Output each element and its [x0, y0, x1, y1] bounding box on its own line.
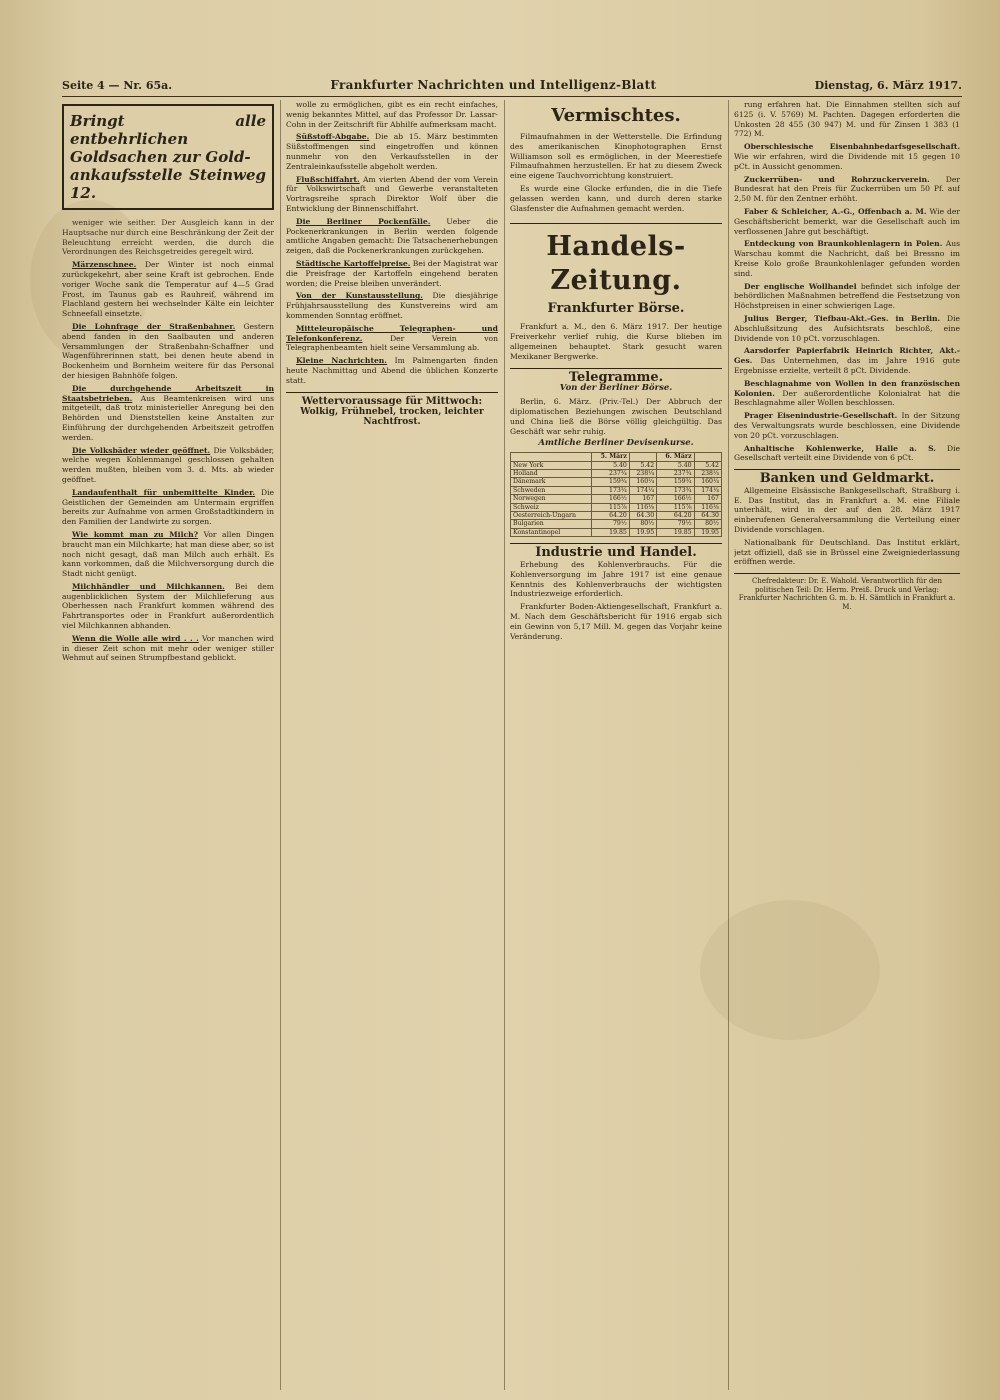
article-text: Der Bundesrat hat den Preis für Zuckerrüben um 50 Pf. auf 2,50 M. für den Zentner erhöht. — [734, 174, 960, 204]
table-cell: 174¼ — [629, 486, 656, 494]
table-cell: 173¾ — [592, 486, 629, 494]
table-cell: 166½ — [657, 495, 694, 503]
table-cell: 238¼ — [694, 469, 721, 477]
table-cell: Norwegen — [511, 495, 592, 503]
table-cell: Konstantinopel — [511, 528, 592, 536]
table-header-cell: 6. März — [657, 453, 694, 461]
article-heading: Mitteleuropäische Telegraphen- und Telefonkonferenz. — [286, 323, 498, 343]
article-heading: Städtische Kartoffelpreise. — [296, 258, 411, 268]
table-cell: 19.95 — [694, 528, 721, 536]
table-cell: 237¾ — [657, 469, 694, 477]
table-cell: 238¼ — [629, 469, 656, 477]
telegramme-heading: Telegramme. — [510, 368, 722, 383]
issue-date: Dienstag, 6. März 1917. — [814, 79, 962, 92]
article-text: Die ab 15. März bestimmten Süßstoffmengen sind eingetroffen und können nunmehr von den Verkaufsstellen in der Zentraleinkaufsstelle abgeholt werden. — [286, 132, 498, 171]
table-row — [511, 495, 722, 503]
article-text: Die diesjährige Frühjahrsausstellung des Kunstvereins wird am kommenden Sonntag eröffnet. — [286, 291, 498, 320]
handels-zeitung-heading: Handels-Zeitung. — [510, 223, 722, 298]
table-cell: 64.20 — [592, 511, 629, 519]
table-header-cell — [694, 453, 721, 461]
newspaper-title: Frankfurter Nachrichten und Intelligenz-Blatt — [330, 78, 657, 92]
devisen-table — [510, 452, 722, 537]
article-text: befindet sich infolge der behördlichen Maßnahmen betreffend die Festsetzung von Höchstpreisen in einer schwierigen Lage. — [734, 281, 960, 311]
table-cell: 64.20 — [657, 511, 694, 519]
article-heading: Wie kommt man zu Milch? — [72, 529, 199, 539]
table-row — [511, 461, 722, 469]
table-cell: 5.40 — [592, 461, 629, 469]
table-cell: 79½ — [657, 520, 694, 528]
article-text: Frankfurt a. M., den 6. März 1917. Der heutige Freiverkehr verlief ruhig, die Kurse blieben im allgemeinen behauptet. Stark gesucht waren Mexikaner Bergwerke. — [510, 322, 722, 361]
table-cell: 5.42 — [694, 461, 721, 469]
article-heading: Landaufenthalt für unbemittelte Kinder. — [72, 487, 256, 497]
section-heading-vermischtes: Vermischtes. — [551, 105, 681, 126]
article-heading: Zuckerrüben- und Rohrzuckerverein. — [744, 174, 930, 184]
berliner-boerse-heading: Von der Berliner Börse. — [559, 383, 673, 394]
table-cell: Bulgarien — [511, 520, 592, 528]
article-heading: Die durchgehende Arbeitszeit in Staatsbetrieben. — [62, 383, 274, 403]
table-header-row — [511, 453, 722, 461]
article-heading: Die Volksbäder wieder geöffnet. — [72, 445, 211, 455]
article-heading: Die Lohnfrage der Straßenbahner. — [72, 321, 236, 331]
table-cell: 19.85 — [657, 528, 694, 536]
article-text: Bei der Magistrat war die Preisfrage der Kartoffeln eingehend beraten worden; die Preise bleiben unverändert. — [286, 258, 498, 288]
table-cell: New York — [511, 461, 592, 469]
table-cell: 167 — [629, 495, 656, 503]
article-text: Erhebung des Kohlenverbrauchs. Für die Kohlenversorgung im Jahre 1917 ist eine genaue Kenntnis des Kohlenverbrauchs der wichtigsten Industriezweige erforderlich. — [510, 560, 722, 599]
article-text: Die Volksbäder, welche wegen Kohlenmangel geschlossen gehalten werden mußten, bleiben vom 3. d. Mts. ab wieder geöffnet. — [62, 445, 274, 484]
table-cell: 116⅛ — [694, 503, 721, 511]
weather-heading: Wettervoraussage für Mittwoch: — [286, 392, 498, 407]
table-cell: 159¾ — [592, 478, 629, 486]
ad-line: Bringt alle entbehrlichen — [70, 112, 266, 148]
devisen-table-title: Amtliche Berliner Devisenkurse. — [538, 438, 694, 449]
table-cell: 116⅛ — [629, 503, 656, 511]
article-text: Berlin, 6. März. (Priv.-Tel.) Der Abbruch der diplomatischen Beziehungen zwischen Deutschland und China ließ die Börse völlig gleichgültig. Das Geschäft war sehr ruhig. — [510, 397, 722, 436]
article-text: Allgemeine Elsässische Bankgesellschaft, Straßburg i. E. Das Institut, das in Frankfurt a. M. eine Filiale unterhält, wird in der auf den 28. März 1917 einberufenen Generalversammlung die Verteilung einer Dividende vorschlagen. — [734, 485, 960, 535]
article-heading: Prager Eisenindustrie-Gesellschaft. — [744, 411, 898, 421]
column-3 — [510, 100, 722, 1390]
article-text: Der außerordentliche Kolonialrat hat die Beschlagnahme aller Wollen beschlossen. — [734, 388, 960, 408]
ad-line: ankaufsstelle Steinweg 12. — [70, 166, 266, 202]
table-cell: 174¼ — [694, 486, 721, 494]
article-text: Nationalbank für Deutschland. Das Institut erklärt, jetzt offiziell, daß sie in Brüssel eine Zweigniederlassung eröffnen werde. — [734, 537, 960, 567]
article-text: Gestern abend fanden in den Saalbauten und anderen Versammlungen der Straßenbahn-Schaffner und Wagenführerinnen statt, bei denen heute abend in Bockenheim und Bornheim weitere für das Personal der hiesigen Bahnhöfe folgen. — [62, 321, 274, 380]
table-cell: 159¾ — [657, 478, 694, 486]
article-text: wolle zu ermöglichen, gibt es ein recht einfaches, wenig bekanntes Mittel, auf das Professor Dr. Lassar-Cohn in der Zeitschrift für Abhilfe aufmerksam macht. — [286, 100, 498, 129]
article-text: Aus Warschau kommt die Nachricht, daß bei Bressno im Kreise Kolo große Braunkohlenlager gefunden worden sind. — [734, 239, 960, 278]
table-cell: 115⅞ — [657, 503, 694, 511]
article-text: Die Abschlußsitzung des Aufsichtsrats beschloß, eine Dividende von 10 pCt. vorzuschlagen. — [734, 313, 960, 343]
article-text: Der Verein von Telegraphenbeamten hielt seine Versammlung ab. — [286, 333, 498, 353]
article-text: rung erfahren hat. Die Einnahmen stellten sich auf 6125 (i. V. 5769) M. Pachten. Dagegen erforderten die Unkosten 28 455 (30 947) M. und für Zinsen 1 383 (1 772) M. — [734, 100, 960, 139]
table-cell: 167 — [694, 495, 721, 503]
article-text: weniger wie seither. Der Ausgleich kann in der Hauptsache nur durch eine Beschränkung der Zeit der Beleuchtung erreicht werden, die durch die Verordnungen des Reichsgetreides geregelt wird. — [62, 218, 274, 257]
table-cell: 173¾ — [657, 486, 694, 494]
banken-heading: Banken und Geldmarkt. — [734, 469, 960, 484]
table-cell: 237¾ — [592, 469, 629, 477]
table-cell: 80½ — [629, 520, 656, 528]
article-text: Der Winter ist noch einmal zurückgekehrt, aber seine Kraft ist gebrochen. Ende voriger Woche sank die Temperatur auf 4—5 Grad Frost, im Taunus gab es Rauhreif, während im Flachland gestern bei wechselnder Kälte ein leichter Schneefall einsetzte. — [62, 260, 274, 319]
table-row — [511, 528, 722, 536]
table-row — [511, 486, 722, 494]
article-text: Filmaufnahmen in der Wetterstelle. Die Erfindung des amerikanischen Kinophotographen Ernst Williamson soll es ermöglichen, in der Meerestiefe Filmaufnahmen herzustellen. Er hat zu diesem Zweck eine eigene Tauchvorrichtung konstruiert. — [510, 132, 722, 181]
article-heading: Von der Kunstausstellung. — [296, 291, 423, 301]
table-cell: 115⅞ — [592, 503, 629, 511]
table-cell: 5.42 — [629, 461, 656, 469]
article-text: Im Palmengarten finden heute Nachmittag und Abend die üblichen Konzerte statt. — [286, 356, 498, 385]
article-text: Das Unternehmen, das im Jahre 1916 gute Ergebnisse erzielte, verteilt 8 pCt. Dividende. — [734, 356, 960, 375]
article-text: Bei dem augenblicklichen System der Milchlieferung aus Oberhessen nach Frankfurt kommen während des Fahrtransportes oder in Frankfurt außerordentlich viel Milchkannen abhanden. — [62, 581, 274, 631]
table-row — [511, 520, 722, 528]
table-header-cell: 5. März — [592, 453, 629, 461]
table-cell: 64.30 — [694, 511, 721, 519]
column-rule — [728, 100, 729, 1390]
article-heading: Kleine Nachrichten. — [296, 356, 387, 366]
article-heading: Wenn die Wolle alle wird . . . — [72, 633, 199, 643]
table-cell: Dänemark — [511, 478, 592, 486]
article-heading: Der englische Wollhandel — [744, 281, 857, 291]
article-heading: Die Berliner Pockenfälle. — [296, 216, 431, 226]
table-cell: 19.85 — [592, 528, 629, 536]
table-header-cell — [511, 453, 592, 461]
ad-line: Goldsachen zur Gold- — [70, 148, 251, 166]
article-text: Die Geistlichen der Gemeinden am Untermain ergriffen bereits zur Aufnahme von armen Großstadtkindern in den Familien der Landwirte zu sorgen. — [62, 487, 274, 527]
article-text: Ueber die Pockenerkrankungen in Berlin werden folgende amtliche Angaben gemacht: Die Tatsachenerhebungen zeigen, daß die Pockenerkrankungen zurückgehen. — [286, 216, 498, 256]
article-heading: Märzenschnee. — [72, 260, 137, 270]
table-row — [511, 469, 722, 477]
article-heading: Flußschiffahrt. — [296, 174, 360, 184]
article-text: Am vierten Abend der vom Verein für Volkswirtschaft und Gewerbe veranstalteten Vortragsreihe sprach Direktor Wolf über die Entwicklung der Binnenschiffahrt. — [286, 174, 498, 213]
table-cell: 80½ — [694, 520, 721, 528]
column-2 — [286, 100, 498, 1390]
article-heading: Oberschlesische Eisenbahnbedarfsgesellschaft. — [744, 142, 960, 152]
table-row — [511, 478, 722, 486]
page-header — [62, 78, 962, 97]
table-cell: Holland — [511, 469, 592, 477]
article-text: Aus Beamtenkreisen wird uns mitgeteilt, daß trotz ministerieller Anregung bei den Behörden und Dienststellen keine Anstalten zur Einführung der durchgehenden Arbeitszeit getroffen werden. — [62, 393, 274, 442]
boerse-heading: Frankfurter Börse. — [547, 301, 685, 317]
table-cell: 64.30 — [629, 511, 656, 519]
imprint: Chefredakteur: Dr. E. Wahold. Verantwortlich für den politischen Teil: Dr. Herm. Preiß. Druck und Verlag: Frankfurter Nachrichten G. m. b. H. Sämtlich in Frankfurt a. M. — [734, 573, 960, 611]
article-text: In der Sitzung des Verwaltungsrats wurde beschlossen, eine Dividende von 20 pCt. vorzuschlagen. — [734, 411, 960, 440]
article-text: Vor allen Dingen braucht man ein Milchkarte; hat man diese aber, so ist noch nicht gesagt, daß man Milch auch erhält. Es kann vorkommen, daß die Milchversorgung durch die Stadt nicht genügt. — [62, 529, 274, 579]
column-rule — [504, 100, 505, 1390]
table-cell: Oesterreich-Ungarn — [511, 511, 592, 519]
article-heading: Milchhändler und Milchkannen. — [72, 581, 225, 591]
table-cell: Schweden — [511, 486, 592, 494]
table-cell: 160¼ — [629, 478, 656, 486]
article-heading: Entdeckung von Braunkohlenlagern in Polen. — [744, 239, 943, 249]
article-text: Es wurde eine Glocke erfunden, die in die Tiefe gelassen werden kann, und durch deren starke Glasfenster die Aufnahmen gemacht werden. — [510, 183, 722, 213]
article-heading: Julius Berger, Tiefbau-Akt.-Ges. in Berlin. — [744, 313, 941, 323]
article-heading: Beschlagnahme von Wollen in den französischen Kolonien. — [734, 378, 960, 398]
table-row — [511, 503, 722, 511]
article-text: Frankfurter Boden-Aktiengesellschaft, Frankfurt a. M. Nach dem Geschäftsbericht für 1916 ergab sich ein Gewinn von 5,17 Mill. M. gegen das Vorjahr keine Veränderung. — [510, 602, 722, 641]
article-heading: Süßstoff-Abgabe. — [296, 132, 370, 142]
column-4 — [734, 100, 960, 1390]
table-cell: Schweiz — [511, 503, 592, 511]
column-1 — [62, 100, 274, 1390]
article-text: Die Gesellschaft verteilt eine Dividende von 6 pCt. — [734, 443, 960, 463]
article-text: Wie wir erfahren, wird die Dividende mit 15 gegen 10 pCt. in Aussicht genommen. — [734, 151, 960, 171]
table-header-cell — [629, 453, 656, 461]
article-heading: Aarsdorfer Papierfabrik Heinrich Richter, Akt.-Ges. — [734, 346, 960, 366]
article-text: Vor manchen wird in dieser Zeit schon mit mehr oder weniger stiller Wehmut auf seinen Strumpfbestand geblickt. — [62, 633, 274, 663]
article-heading: Faber & Schleicher, A.-G., Offenbach a. M. — [744, 206, 927, 216]
page-number: Seite 4 — Nr. 65a. — [62, 79, 173, 92]
article-text: Wie der Geschäftsbericht bemerkt, war die Gesellschaft auch im verflossenen Jahre gut beschäftigt. — [734, 206, 960, 236]
column-rule — [280, 100, 281, 1390]
weather-forecast: Wolkig, Frühnebel, trocken, leichter Nachtfrost. — [300, 407, 484, 428]
table-row — [511, 511, 722, 519]
industrie-heading: Industrie und Handel. — [510, 543, 722, 558]
article-heading: Anhaltische Kohlenwerke, Halle a. S. — [744, 443, 936, 453]
table-cell: 79½ — [592, 520, 629, 528]
table-cell: 166½ — [592, 495, 629, 503]
table-cell: 19.95 — [629, 528, 656, 536]
table-cell: 160¼ — [694, 478, 721, 486]
table-cell: 5.40 — [657, 461, 694, 469]
gold-ad-box — [62, 104, 274, 210]
